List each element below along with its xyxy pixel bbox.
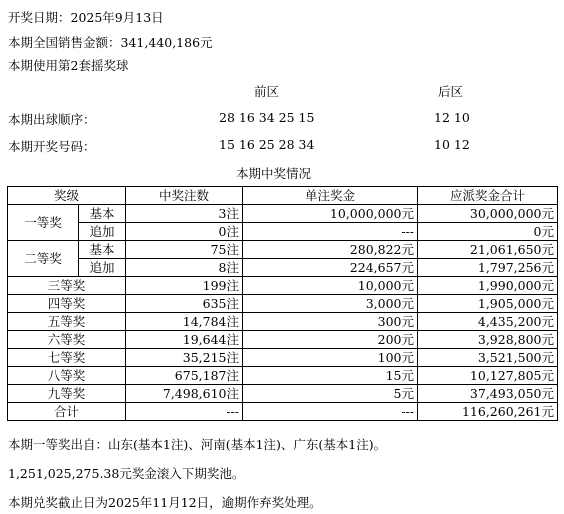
table-row <box>8 331 558 349</box>
single-prize: 15元 <box>243 367 418 385</box>
prize-sublevel: 追加 <box>79 223 126 241</box>
prize-level: 五等奖 <box>8 313 126 331</box>
sales-amount: 本期全国销售金额：341,440,186元 <box>8 35 213 50</box>
prize-table <box>7 186 558 421</box>
winning-numbers-back: 10 12 <box>434 137 470 152</box>
winner-count: 19,644注 <box>126 331 243 349</box>
table-row <box>8 259 558 277</box>
table-row <box>8 295 558 313</box>
prize-sublevel: 追加 <box>79 259 126 277</box>
ball-set: 本期使用第2套摇奖球 <box>8 58 129 73</box>
table-row <box>8 205 558 223</box>
table-row <box>8 313 558 331</box>
total-prize: 1,797,256元 <box>418 259 558 277</box>
first-prize-origin: 本期一等奖出自：山东(基本1注)、河南(基本1注)、广东(基本1注)。 <box>8 437 387 452</box>
table-row <box>8 367 558 385</box>
total-prize: 37,493,050元 <box>418 385 558 403</box>
total-prize: 3,928,800元 <box>418 331 558 349</box>
draw-date: 开奖日期：2025年9月13日 <box>8 10 164 25</box>
total-prize: 116,260,261元 <box>418 403 558 421</box>
winner-count: 35,215注 <box>126 349 243 367</box>
prize-level: 一等奖 <box>8 205 79 241</box>
single-prize: 200元 <box>243 331 418 349</box>
prize-level: 三等奖 <box>8 277 126 295</box>
single-prize: --- <box>243 223 418 241</box>
total-prize: 0元 <box>418 223 558 241</box>
table-row <box>8 385 558 403</box>
prize-level: 四等奖 <box>8 295 126 313</box>
single-prize: 100元 <box>243 349 418 367</box>
table-row <box>8 241 558 259</box>
total-prize: 3,521,500元 <box>418 349 558 367</box>
winner-count: 8注 <box>126 259 243 277</box>
single-prize: --- <box>243 403 418 421</box>
prize-level: 八等奖 <box>8 367 126 385</box>
table-row <box>8 277 558 295</box>
rollover-amount: 1,251,025,275.38元奖金滚入下期奖池。 <box>8 466 245 481</box>
prize-level: 九等奖 <box>8 385 126 403</box>
table-row <box>8 223 558 241</box>
winner-count: 14,784注 <box>126 313 243 331</box>
header-count: 中奖注数 <box>126 187 243 205</box>
prize-sublevel: 基本 <box>79 205 126 223</box>
single-prize: 10,000元 <box>243 277 418 295</box>
prize-level: 二等奖 <box>8 241 79 277</box>
total-prize: 4,435,200元 <box>418 313 558 331</box>
single-prize: 300元 <box>243 313 418 331</box>
winning-numbers-label: 本期开奖号码： <box>8 139 96 154</box>
header-prize: 单注奖金 <box>243 187 418 205</box>
winner-count: 75注 <box>126 241 243 259</box>
winner-count: 3注 <box>126 205 243 223</box>
total-prize: 1,990,000元 <box>418 277 558 295</box>
winner-count: 199注 <box>126 277 243 295</box>
single-prize: 10,000,000元 <box>243 205 418 223</box>
draw-order-back: 12 10 <box>434 110 470 125</box>
draw-order-label: 本期出球顺序： <box>8 112 96 127</box>
single-prize: 3,000元 <box>243 295 418 313</box>
winner-count: 7,498,610注 <box>126 385 243 403</box>
winner-count: 0注 <box>126 223 243 241</box>
winning-numbers-front: 15 16 25 28 34 <box>219 137 315 152</box>
single-prize: 224,657元 <box>243 259 418 277</box>
single-prize: 280,822元 <box>243 241 418 259</box>
total-prize: 10,127,805元 <box>418 367 558 385</box>
front-zone-label: 前区 <box>254 84 280 99</box>
claim-deadline: 本期兑奖截止日为2025年11月12日，逾期作弃奖处理。 <box>8 495 322 510</box>
total-label: 合计 <box>8 403 126 421</box>
total-prize: 30,000,000元 <box>418 205 558 223</box>
winner-count: --- <box>126 403 243 421</box>
winner-count: 675,187注 <box>126 367 243 385</box>
back-zone-label: 后区 <box>438 84 464 99</box>
total-prize: 21,061,650元 <box>418 241 558 259</box>
table-header-row <box>8 187 558 205</box>
draw-order-front: 28 16 34 25 15 <box>219 110 315 125</box>
prize-level: 六等奖 <box>8 331 126 349</box>
table-total-row <box>8 403 558 421</box>
header-level: 奖级 <box>8 187 126 205</box>
prize-level: 七等奖 <box>8 349 126 367</box>
winner-count: 635注 <box>126 295 243 313</box>
table-title: 本期中奖情况 <box>236 166 312 181</box>
single-prize: 5元 <box>243 385 418 403</box>
table-row <box>8 349 558 367</box>
total-prize: 1,905,000元 <box>418 295 558 313</box>
prize-sublevel: 基本 <box>79 241 126 259</box>
header-total: 应派奖金合计 <box>418 187 558 205</box>
